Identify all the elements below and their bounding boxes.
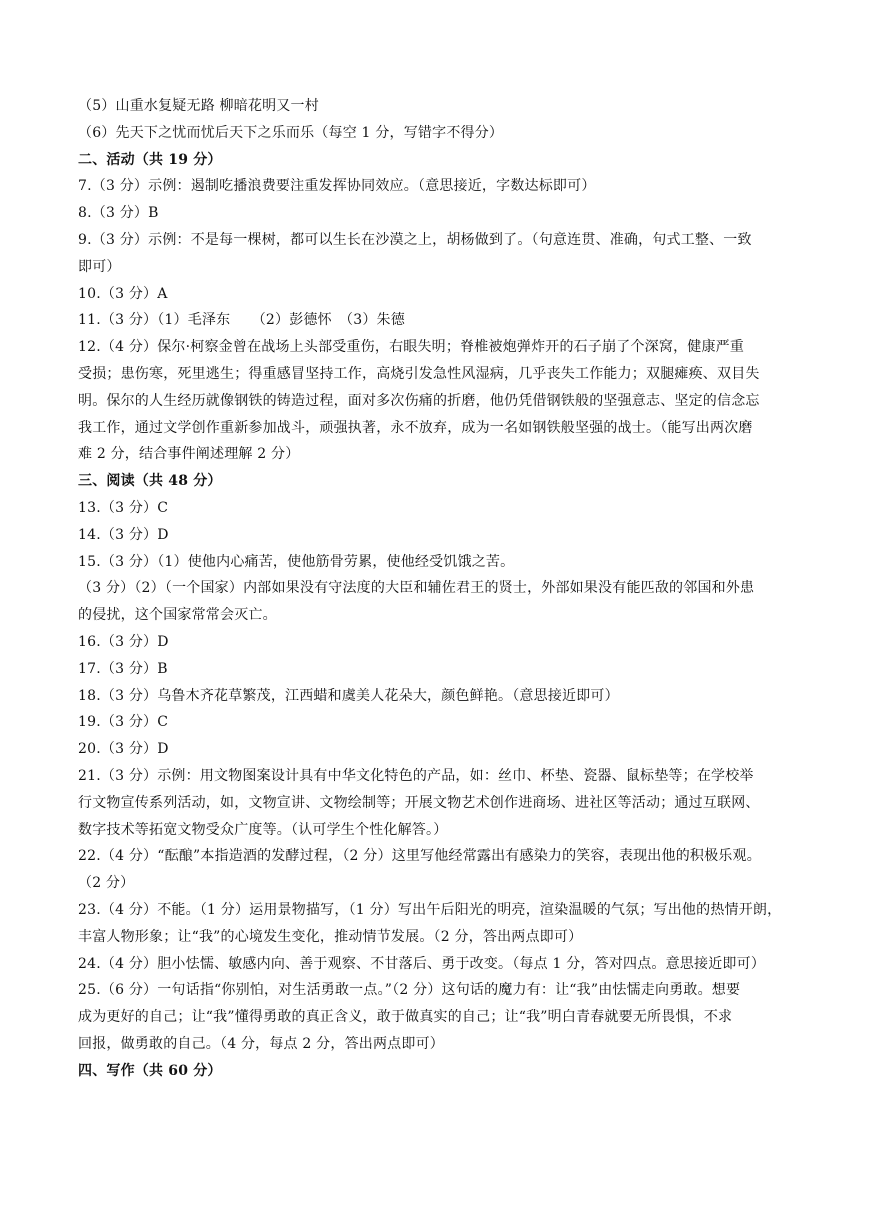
answer-line: 成为更好的自己；让“我”懂得勇敢的真正含义，敢于做真实的自己；让“我”明白青春就要无所畏惧，不求 — [78, 1009, 733, 1026]
answer-line: 丰富人物形象；让“我”的心境发生变化，推动情节发展。（2 分，答出两点即可） — [78, 928, 583, 945]
answer-line: 的侵扰，这个国家常常会灭亡。 — [78, 607, 277, 624]
answer-line: 14.（3 分）D — [78, 526, 169, 543]
answer-line: 20.（3 分）D — [78, 741, 169, 758]
answer-line: 受损；患伤寒，死里逃生；得重感冒坚持工作，高烧引发急性风湿病，几乎丧失工作能力；双腿瘫痪、双目失 — [78, 365, 760, 382]
answer-line: 22.（4 分）“酝酿”本指造酒的发酵过程，（2 分）这里写他经常露出有感染力的笑容，表现出他的积极乐观。 — [78, 848, 761, 865]
answer-line: 19.（3 分）C — [78, 714, 169, 731]
answer-line: 9.（3 分）示例：不是每一棵树，都可以生长在沙漠之上，胡杨做到了。（句意连贯、准确，句式工整、一致 — [78, 231, 752, 248]
section-heading: 四、写作（共 60 分） — [78, 1062, 222, 1079]
answer-line: 行文物宣传系列活动，如，文物宣讲、文物绘制等；开展文物艺术创作进商场、进社区等活动；通过互联网、 — [78, 794, 760, 811]
answer-line: （2 分） — [78, 875, 135, 892]
answer-line: 18.（3 分）乌鲁木齐花草繁茂，江西蜡和虞美人花朵大，颜色鲜艳。（意思接近即可） — [78, 687, 619, 704]
answer-line: 8.（3 分）B — [78, 205, 159, 222]
answer-line: 11.（3 分）（1）毛泽东 （2）彭德怀 （3）朱德 — [78, 312, 405, 329]
answer-line: 我工作，通过文学创作重新参加战斗，顽强执著，永不放弃，成为一名如钢铁般坚强的战士。（能写出两次磨 — [78, 419, 753, 436]
answer-line: 难 2 分，结合事件阐述理解 2 分） — [78, 446, 300, 463]
section-heading: 二、活动（共 19 分） — [78, 151, 222, 168]
answer-line: 15.（3 分）（1）使他内心痛苦，使他筋骨劳累，使他经受饥饿之苦。 — [78, 553, 515, 570]
answer-line: 7.（3 分）示例：遏制吃播浪费要注重发挥协同效应。（意思接近，字数达标即可） — [78, 178, 596, 195]
answer-line: （5）山重水复疑无路 柳暗花明又一村 — [78, 98, 319, 114]
answer-line: 13.（3 分）C — [78, 499, 169, 516]
answer-line: 明。保尔的人生经历就像钢铁的铸造过程，面对多次伤痛的折磨，他仍凭借钢铁般的坚强意志、坚定的信念忘 — [78, 392, 760, 409]
answer-line: 回报，做勇敢的自己。（4 分，每点 2 分，答出两点即可） — [78, 1035, 444, 1052]
answer-line: 25.（6 分）一句话指“你别怕，对生活勇敢一点。”（2 分）这句话的魔力有：让“我”由怯懦走向勇敢。想要 — [78, 982, 741, 999]
section-heading: 三、阅读（共 48 分） — [78, 473, 222, 490]
answer-line: （3 分）（2）（一个国家）内部如果没有守法度的大臣和辅佐君王的贤士，外部如果没有能匹敌的邻国和外患 — [78, 580, 755, 597]
answer-line: 24.（4 分）胆小怯懦、敏感内向、善于观察、不甘落后、勇于改变。（每点 1 分，答对四点。意思接近即可） — [78, 955, 766, 972]
answer-line: （6）先天下之忧而忧后天下之乐而乐（每空 1 分，写错字不得分） — [78, 124, 504, 141]
answer-line: 23.（4 分）不能。（1 分）运用景物描写，（1 分）写出午后阳光的明亮，渲染温暖的气氛；写出他的热情开朗， — [78, 901, 782, 918]
answer-line: 21.（3 分）示例：用文物图案设计具有中华文化特色的产品，如：丝巾、杯垫、瓷器、鼠标垫等；在学校举 — [78, 767, 754, 784]
answer-line: 17.（3 分）B — [78, 660, 168, 677]
answer-line: 16.（3 分）D — [78, 633, 169, 650]
answer-line: 即可） — [78, 258, 121, 275]
answer-line: 12.（4 分）保尔·柯察金曾在战场上头部受重伤，右眼失明；脊椎被炮弹炸开的石子崩了个深窝，健康严重 — [78, 339, 745, 356]
answer-line: 10.（3 分）A — [78, 285, 168, 302]
answer-line: 数字技术等拓宽文物受众广度等。（认可学生个性化解答。） — [78, 821, 448, 838]
